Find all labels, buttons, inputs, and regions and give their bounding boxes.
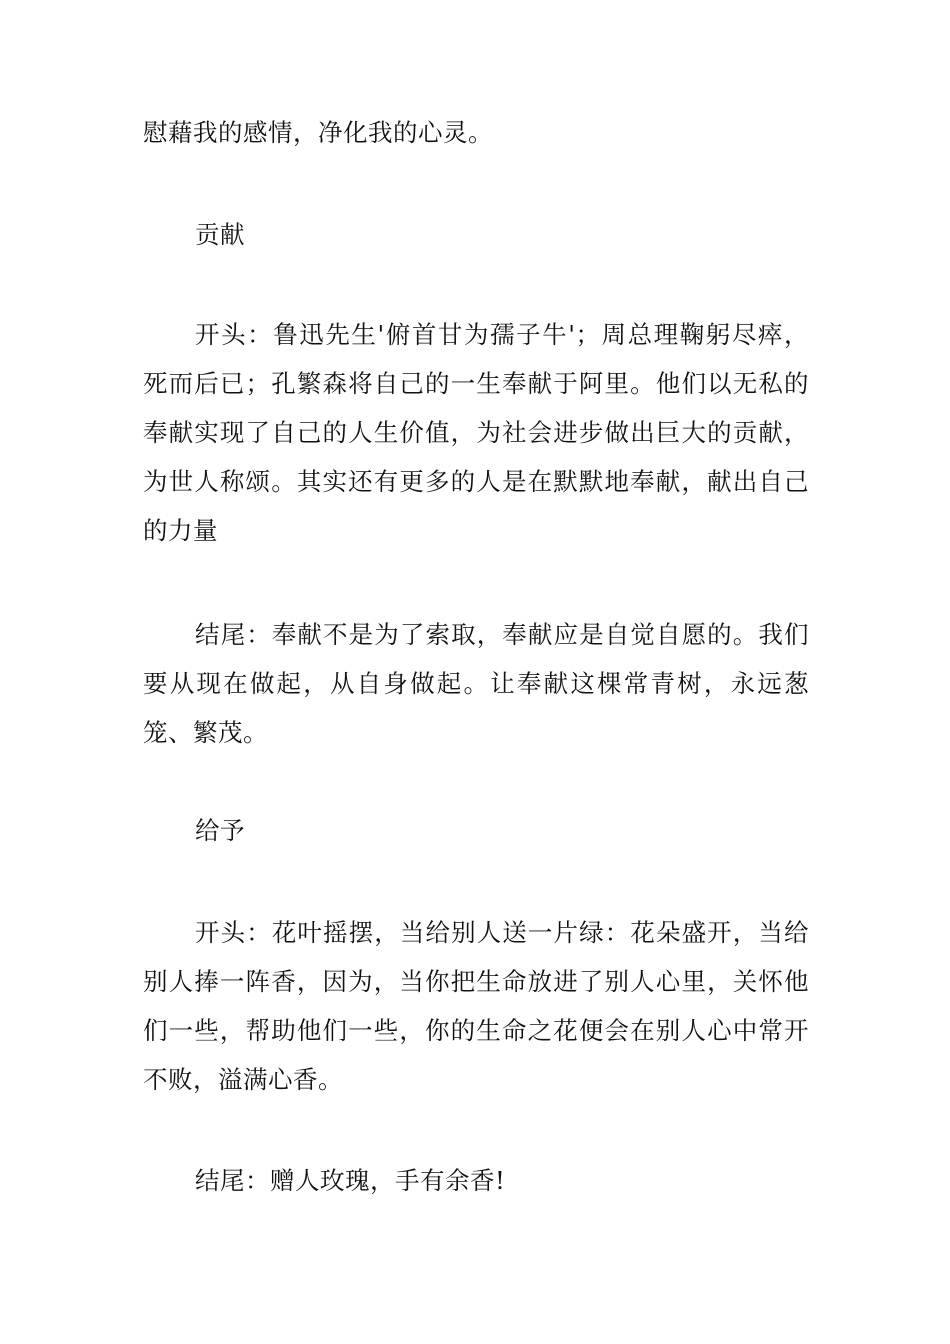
section-heading-contribution: 贡献 xyxy=(195,220,245,249)
giving-opening-paragraph: 开头：花叶摇摆，当给别人送一片绿：花朵盛开，当给别人捧一阵香，因为，当你把生命放进了别人心里，关怀他们一些，帮助他们一些，你的生命之花便会在别人心中常开不败，溢满心香。 xyxy=(143,918,809,1094)
giving-ending-paragraph: 结尾：赠人玫瑰，手有余香! xyxy=(195,1166,506,1195)
contribution-ending-paragraph: 结尾：奉献不是为了索取，奉献应是自觉自愿的。我们要从现在做起，从自身做起。让奉献这棵常青树，永远葱笼、繁茂。 xyxy=(143,620,809,747)
contribution-opening-paragraph: 开头：鲁迅先生'俯首甘为孺子牛'；周总理鞠躬尽瘁，死而后已；孔繁森将自己的一生奉献于阿里。他们以无私的奉献实现了自己的人生价值，为社会进步做出巨大的贡献，为世人称颂。其实还有更多的人是在默默地奉献，献出自己的力量 xyxy=(143,320,809,545)
continuation-paragraph: 慰藉我的感情，净化我的心灵。 xyxy=(143,118,493,147)
section-heading-giving: 给予 xyxy=(195,816,245,845)
